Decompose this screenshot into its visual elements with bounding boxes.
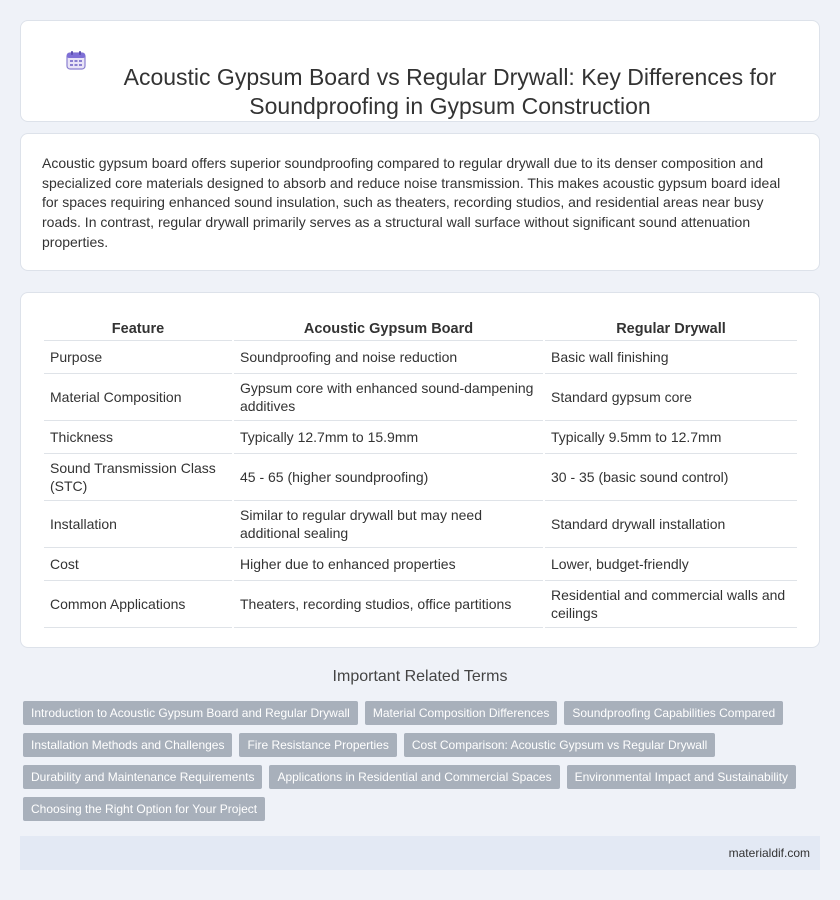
table-cell: Lower, budget-friendly (545, 548, 797, 581)
table-cell: Standard drywall installation (545, 501, 797, 548)
table-cell: Theaters, recording studios, office partitions (234, 581, 543, 628)
header-card (20, 20, 820, 122)
table-row (44, 341, 797, 374)
page-title-line-2: Soundproofing in Gypsum Construction (249, 93, 651, 119)
table-row (44, 581, 797, 628)
table-cell: Cost (44, 548, 232, 581)
table-cell: Typically 9.5mm to 12.7mm (545, 421, 797, 454)
intro-paragraph: Acoustic gypsum board offers superior soundproofing compared to regular drywall due to its denser composition and specialized core materials designed to absorb and reduce noise transmission. This makes acoustic gypsum board ideal for spaces requiring enhanced sound insulation, such as theaters, recording studios, and residential areas near busy roads. In contrast, regular drywall primarily serves as a structural wall surface without significant sound attenuation properties. (42, 155, 781, 250)
table-cell: Higher due to enhanced properties (234, 548, 543, 581)
column-header-acoustic: Acoustic Gypsum Board (234, 314, 543, 341)
table-row (44, 548, 797, 581)
related-term-tag[interactable]: Applications in Residential and Commercial Spaces (269, 765, 559, 789)
column-header-feature: Feature (44, 314, 232, 341)
table-cell: 30 - 35 (basic sound control) (545, 454, 797, 501)
related-term-tag[interactable]: Environmental Impact and Sustainability (567, 765, 796, 789)
table-cell: Purpose (44, 341, 232, 374)
related-term-tag[interactable]: Material Composition Differences (365, 701, 558, 725)
table-cell: Soundproofing and noise reduction (234, 341, 543, 374)
related-terms-list (23, 701, 803, 821)
intro-card (20, 133, 820, 271)
related-term-tag[interactable]: Cost Comparison: Acoustic Gypsum vs Regular Drywall (404, 733, 715, 757)
table-row (44, 421, 797, 454)
table-cell: 45 - 65 (higher soundproofing) (234, 454, 543, 501)
table-cell: Installation (44, 501, 232, 548)
footer-site-link[interactable]: materialdif.com (728, 846, 810, 860)
table-row (44, 454, 797, 501)
column-header-regular: Regular Drywall (545, 314, 797, 341)
table-cell: Common Applications (44, 581, 232, 628)
related-term-tag[interactable]: Choosing the Right Option for Your Project (23, 797, 265, 821)
related-terms-heading: Important Related Terms (332, 668, 508, 685)
footer (20, 836, 820, 870)
table-cell: Sound Transmission Class (STC) (44, 454, 232, 501)
related-term-tag[interactable]: Fire Resistance Properties (239, 733, 396, 757)
table-row (44, 501, 797, 548)
comparison-table-card (20, 292, 820, 648)
related-term-tag[interactable]: Installation Methods and Challenges (23, 733, 232, 757)
related-term-tag[interactable]: Soundproofing Capabilities Compared (564, 701, 783, 725)
table-row (44, 374, 797, 421)
page-title-line-1: Acoustic Gypsum Board vs Regular Drywall: Key Differences for (123, 64, 777, 90)
table-cell: Residential and commercial walls and ceilings (545, 581, 797, 628)
calendar-icon (65, 49, 87, 71)
related-term-tag[interactable]: Durability and Maintenance Requirements (23, 765, 262, 789)
table-cell: Basic wall finishing (545, 341, 797, 374)
comparison-table (42, 314, 799, 628)
table-cell: Material Composition (44, 374, 232, 421)
table-cell: Typically 12.7mm to 15.9mm (234, 421, 543, 454)
table-cell: Thickness (44, 421, 232, 454)
table-cell: Similar to regular drywall but may need additional sealing (234, 501, 543, 548)
related-term-tag[interactable]: Introduction to Acoustic Gypsum Board and Regular Drywall (23, 701, 358, 725)
table-cell: Standard gypsum core (545, 374, 797, 421)
table-header-row (44, 314, 797, 341)
page-title (101, 63, 799, 121)
table-cell: Gypsum core with enhanced sound-dampening additives (234, 374, 543, 421)
